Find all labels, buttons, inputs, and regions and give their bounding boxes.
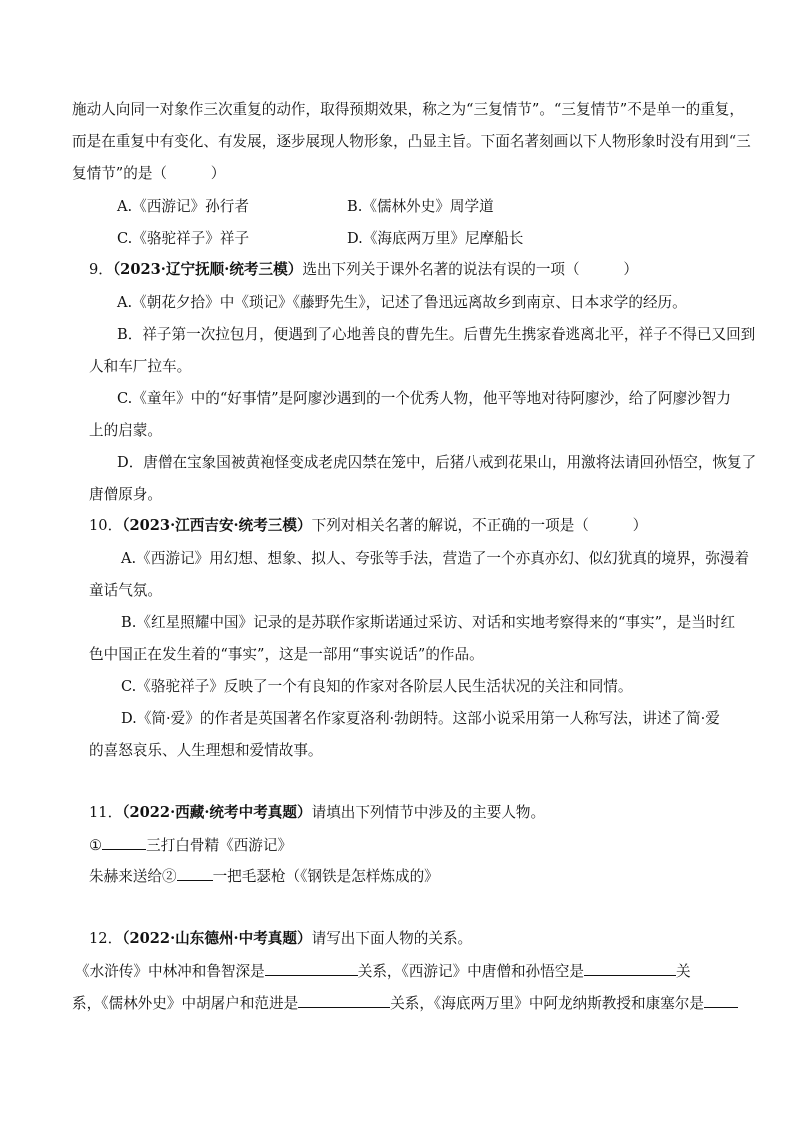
q9-option-b-line-2: 人和车厂拉车。 <box>89 358 192 375</box>
q10-option-c: C.《骆驼祥子》反映了一个有良知的作家对各阶层人民生活状况的关注和同情。 <box>121 678 633 695</box>
q12-source: （2022·山东德州·中考真题） <box>122 930 312 947</box>
question-11-stem <box>89 803 545 823</box>
q11-blank-1[interactable] <box>102 835 146 850</box>
question-10-stem <box>89 516 647 536</box>
q12-line-1 <box>75 961 691 982</box>
q11-blank-1-marker: ① <box>89 837 103 854</box>
q12-text-2: 关系，《西游记》中唐僧和孙悟空是 <box>357 963 584 980</box>
q9-option-c-line-2: 上的启蒙。 <box>89 422 162 439</box>
q11-line-2-tail: 一把毛瑟枪（《钢铁是怎样炼成的》 <box>212 868 439 885</box>
intro-line-3: 复情节”的是（ ） <box>72 165 226 182</box>
q9-option-c-line-1: C.《童年》中的“好事情”是阿廖沙遇到的一个优秀人物，他平等地对待阿廖沙，给了阿廖沙智力 <box>117 390 731 407</box>
q11-line-1 <box>89 835 292 856</box>
q11-number: 11． <box>89 804 123 821</box>
q12-line-2 <box>72 993 738 1014</box>
q9-option-a: A.《朝花夕拾》中《琐记》《藤野先生》，记述了鲁迅远离故乡到南京、日本求学的经历。 <box>117 294 687 311</box>
q12-text-1: 《水浒传》中林冲和鲁智深是 <box>75 963 265 980</box>
q9-source: （2023·辽宁抚顺·统考三模） <box>112 261 303 278</box>
q9-option-d-line-2: 唐僧原身。 <box>89 486 162 503</box>
q11-stem-text: 请填出下列情节中涉及的主要人物。 <box>311 804 546 821</box>
q12-text-4: 系，《儒林外史》中胡屠户和范进是 <box>72 995 299 1012</box>
intro-line-1: 施动人向同一对象作三次重复的动作，取得预期效果，称之为“三复情节”。“三复情节”不是单一的重复， <box>72 101 744 118</box>
q11-blank-2[interactable] <box>177 866 213 881</box>
q11-line-2 <box>89 866 439 887</box>
q8-option-a: A.《西游记》孙行者 <box>117 198 249 215</box>
q8-option-d: D.《海底两万里》尼摩船长 <box>347 230 524 247</box>
q12-blank-1[interactable] <box>265 961 358 976</box>
q9-stem-text: 选出下列关于课外名著的说法有误的一项（ ） <box>302 261 638 278</box>
q10-option-a-line-1: A.《西游记》用幻想、想象、拟人、夸张等手法，营造了一个亦真亦幻、似幻犹真的境界，弥漫着 <box>121 550 750 567</box>
question-12-stem <box>89 929 472 949</box>
intro-line-2: 而是在重复中有变化、有发展，逐步展现人物形象，凸显主旨。下面名著刻画以下人物形象时没有用到“三 <box>72 133 751 150</box>
q11-line-2-text: 朱赫来送给② <box>89 868 177 885</box>
q10-stem-text: 下列对相关名著的解说，不正确的一项是（ ） <box>311 517 648 534</box>
question-9-stem <box>89 260 638 280</box>
q9-option-d-line-1: D．唐僧在宝象国被黄袍怪变成老虎囚禁在笼中，后猪八戒到花果山，用激将法请回孙悟空，恢复了 <box>117 454 757 471</box>
q12-blank-3[interactable] <box>298 993 390 1008</box>
q10-option-d-line-1: D.《简·爱》的作者是英国著名作家夏洛利·勃朗特。这部小说采用第一人称写法，讲述了简·爱 <box>121 710 720 727</box>
q12-stem-text: 请写出下面人物的关系。 <box>311 930 473 947</box>
q9-number: 9． <box>89 261 113 278</box>
q10-option-d-line-2: 的喜怒哀乐、人生理想和爱情故事。 <box>89 742 323 759</box>
q10-option-a-line-2: 童话气氛。 <box>89 582 162 599</box>
q10-option-b-line-2: 色中国正在发生着的“事实”，这是一部用“事实说话”的作品。 <box>89 646 484 663</box>
q9-option-b-line-1: B．祥子第一次拉包月，便遇到了心地善良的曹先生。后曹先生携家眷逃离北平，祥子不得已又回到 <box>117 326 756 343</box>
q10-option-b-line-1: B.《红星照耀中国》记录的是苏联作家斯诺通过采访、对话和实地考察得来的“事实”，是当时红 <box>121 614 736 631</box>
q11-source: （2022·西藏·统考中考真题） <box>122 804 312 821</box>
q8-option-c: C.《骆驼祥子》祥子 <box>117 230 250 247</box>
q10-source: （2023·江西吉安·统考三模） <box>122 517 312 534</box>
q11-line-1-text: 三打白骨精《西游记》 <box>146 837 293 854</box>
q12-text-3: 关 <box>675 963 691 980</box>
q10-number: 10． <box>89 517 123 534</box>
q12-blank-2[interactable] <box>584 961 676 976</box>
q12-text-5: 关系，《海底两万里》中阿龙纳斯教授和康塞尔是 <box>390 995 704 1012</box>
q12-blank-4[interactable] <box>704 993 738 1008</box>
q12-number: 12． <box>89 930 123 947</box>
q8-option-b: B.《儒林外史》周学道 <box>347 198 494 215</box>
